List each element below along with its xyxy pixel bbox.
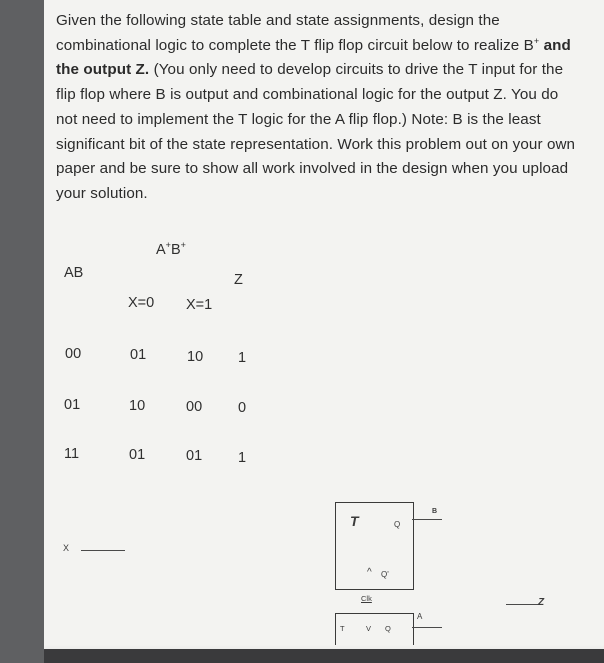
output-z-wire: [506, 604, 538, 605]
ff-b-qbar-label: Q': [381, 570, 389, 579]
input-x-wire: [81, 550, 125, 551]
ff-a-q-label: Q: [385, 624, 391, 633]
ff-a-output-wire: [412, 627, 442, 628]
x0-header: X=0: [128, 295, 155, 311]
present-state-header: AB: [64, 265, 84, 281]
problem-text: Given the following state table and state assignments, design the combinational logic to complete the T flip flop circuit below to realize B: [56, 12, 534, 54]
plus-superscript: +: [533, 35, 540, 46]
row-2-x0: 01: [129, 447, 146, 463]
row-1-ab: 01: [64, 397, 81, 413]
row-1-x1: 00: [186, 399, 203, 415]
row-2-ab: 11: [64, 446, 80, 462]
row-1-x0: 10: [129, 398, 146, 414]
row-0-x1: 10: [187, 349, 204, 365]
bottom-bar: [44, 649, 604, 663]
problem-text-bold: and the output Z.: [56, 36, 571, 79]
row-0-x0: 01: [130, 347, 147, 363]
input-x-label: X: [63, 543, 70, 553]
row-2-x1: 01: [186, 448, 203, 464]
next-state-header: A+B+: [156, 240, 186, 258]
row-1-z: 0: [238, 400, 247, 416]
row-0-ab: 00: [65, 346, 82, 362]
ff-b-q-label: Q: [394, 520, 401, 529]
flip-flop-b: [335, 502, 414, 590]
ff-b-t-label: T: [350, 513, 359, 529]
clock-edge-icon: ^: [367, 567, 372, 578]
output-header: Z: [234, 272, 243, 288]
output-b-label: B: [432, 508, 438, 515]
row-0-z: 1: [238, 350, 247, 366]
worksheet-page: [44, 0, 604, 663]
ff-a-v-label: V: [366, 624, 372, 633]
problem-statement: [56, 9, 576, 207]
clock-label: Clk: [361, 594, 372, 603]
output-a-label: A: [417, 612, 423, 621]
output-z-label: Z: [538, 597, 545, 608]
x1-header: X=1: [186, 297, 213, 313]
problem-text-rest: (You only need to develop circuits to drive the T input for the flip flop where B is output and combinational logic for the output Z. You do not need to implement the T logic for the A flip flop.) Note: B is the least significant bit of the state representation. Work this problem out on your own paper and be sure to show all work involved in the design when you upload your solution.: [56, 61, 576, 202]
ff-a-t-label: T: [340, 624, 345, 633]
ff-b-output-wire: [412, 519, 442, 520]
row-2-z: 1: [238, 450, 247, 466]
